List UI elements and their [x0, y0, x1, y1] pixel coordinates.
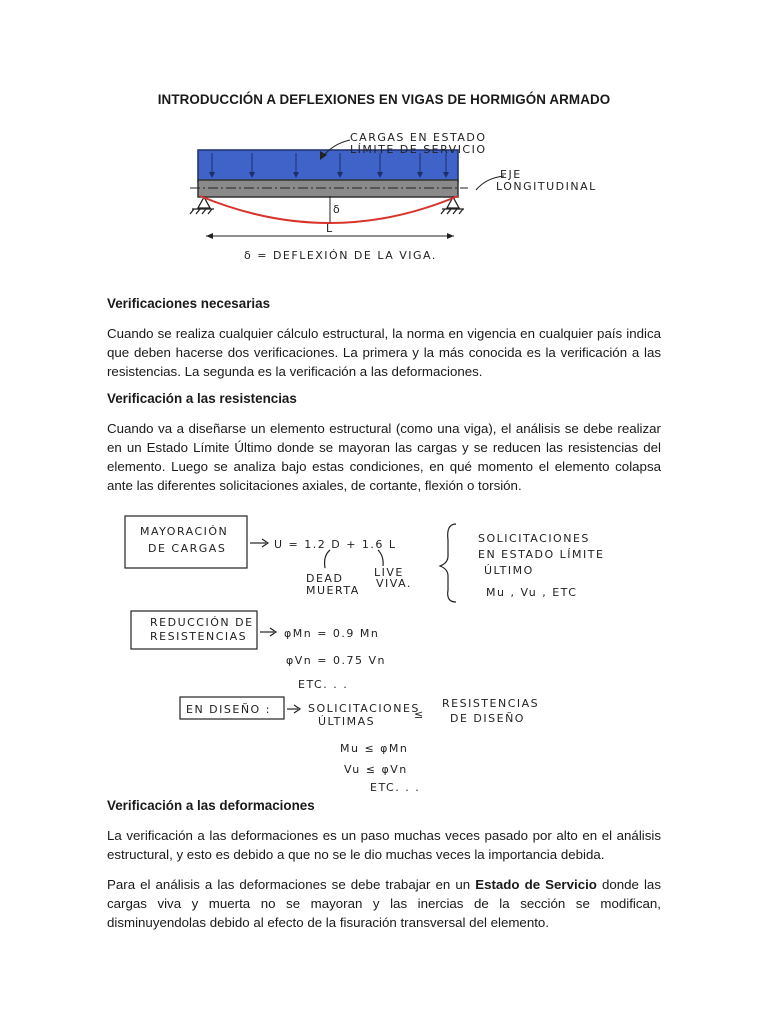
live-line2: VIVA.: [376, 577, 412, 590]
leq-symbol: ≤: [414, 708, 425, 721]
axis-label-line1: EJE: [500, 168, 522, 181]
paragraph-verificaciones: Cuando se realiza cualquier cálculo estructural, la norma en vigencia en cualquier país indica que deben hacerse dos verificaciones. La primera y la más conocida es la verificación a las resistencias. La segunda es la verificación a las deformaciones.: [107, 326, 661, 379]
etc-1: ETC. . .: [298, 678, 349, 691]
document-title: INTRODUCCIÓN A DEFLEXIONES EN VIGAS DE HORMIGÓN ARMADO: [157, 92, 611, 107]
resistencias-line2: DE DISEÑO: [450, 712, 525, 725]
solicitaciones-line2: ÚLTIMAS: [318, 715, 376, 728]
live-line1: LIVE: [374, 566, 404, 579]
equation-u: U = 1.2 D + 1.6 L: [274, 538, 397, 551]
section-heading-resistencias: Verificación a las resistencias: [107, 391, 297, 406]
equation-mn: φMn = 0.9 Mn: [284, 627, 380, 640]
estado-de-servicio-bold: Estado de Servicio: [475, 877, 597, 892]
loads-label-line1: CARGAS EN ESTADO: [350, 131, 487, 144]
dead-line1: DEAD: [306, 572, 344, 585]
box2-line2: RESISTENCIAS: [150, 630, 248, 643]
box1-line1: MAYORACIÓN: [140, 525, 229, 538]
inequality-shear: Vu ≤ φVn: [344, 763, 408, 776]
para2-text-before: Para el análisis a las deformaciones se debe trabajar en un: [107, 877, 476, 892]
box1-line2: DE CARGAS: [148, 542, 227, 555]
brace: [440, 524, 456, 602]
loads-label-line2: LÍMITE DE SERVICIO: [350, 143, 487, 156]
brace-line4: Mu , Vu , ETC: [486, 586, 578, 599]
section-heading-deformaciones: Verificación a las deformaciones: [107, 798, 315, 813]
brace-line1: SOLICITACIONES: [478, 532, 590, 545]
paragraph-deformaciones-1: La verificación a las deformaciones es un paso muchas veces pasado por alto en el análisis estructural, y esto es debido a que no se le dio muchas veces la importancia debida.: [107, 828, 661, 862]
beam-caption: δ = DEFLEXIÓN DE LA VIGA.: [244, 249, 437, 262]
dead-line2: MUERTA: [306, 584, 360, 597]
para2-text-after: donde las cargas viva y muerta no se mayoran y las inercias de la sección se modifican, disminuyendolas debido al efecto de la fisuración transversal del elemento.: [107, 877, 661, 930]
delta-label: δ: [333, 203, 342, 216]
resistencias-line1: RESISTENCIAS: [442, 697, 540, 710]
box3-label: EN DISEÑO :: [186, 703, 271, 716]
paragraph-deformaciones-2: [107, 875, 661, 932]
axis-label-line2: LONGITUDINAL: [496, 180, 597, 193]
etc-2: ETC. . .: [370, 781, 421, 794]
solicitaciones-line1: SOLICITACIONES: [308, 702, 420, 715]
span-label: L: [326, 222, 334, 235]
brace-line3: ÚLTIMO: [484, 564, 534, 577]
inequality-moment: Mu ≤ φMn: [340, 742, 409, 755]
paragraph-resistencias: Cuando va a diseñarse un elemento estructural (como una viga), el análisis se debe realizar en un Estado Límite Último donde se mayoran las cargas y se reducen las resistencias del elemento. Luego se analiza bajo estas condiciones, en qué momento el elemento colapsa ante las diferentes solicitaciones axiales, de cortante, flexión o torsión.: [107, 421, 661, 493]
section-heading-verificaciones: Verificaciones necesarias: [107, 296, 271, 311]
box2-line1: REDUCCIÓN DE: [150, 616, 254, 629]
equation-vn: φVn = 0.75 Vn: [286, 654, 386, 667]
brace-line2: EN ESTADO LÍMITE: [478, 548, 605, 561]
